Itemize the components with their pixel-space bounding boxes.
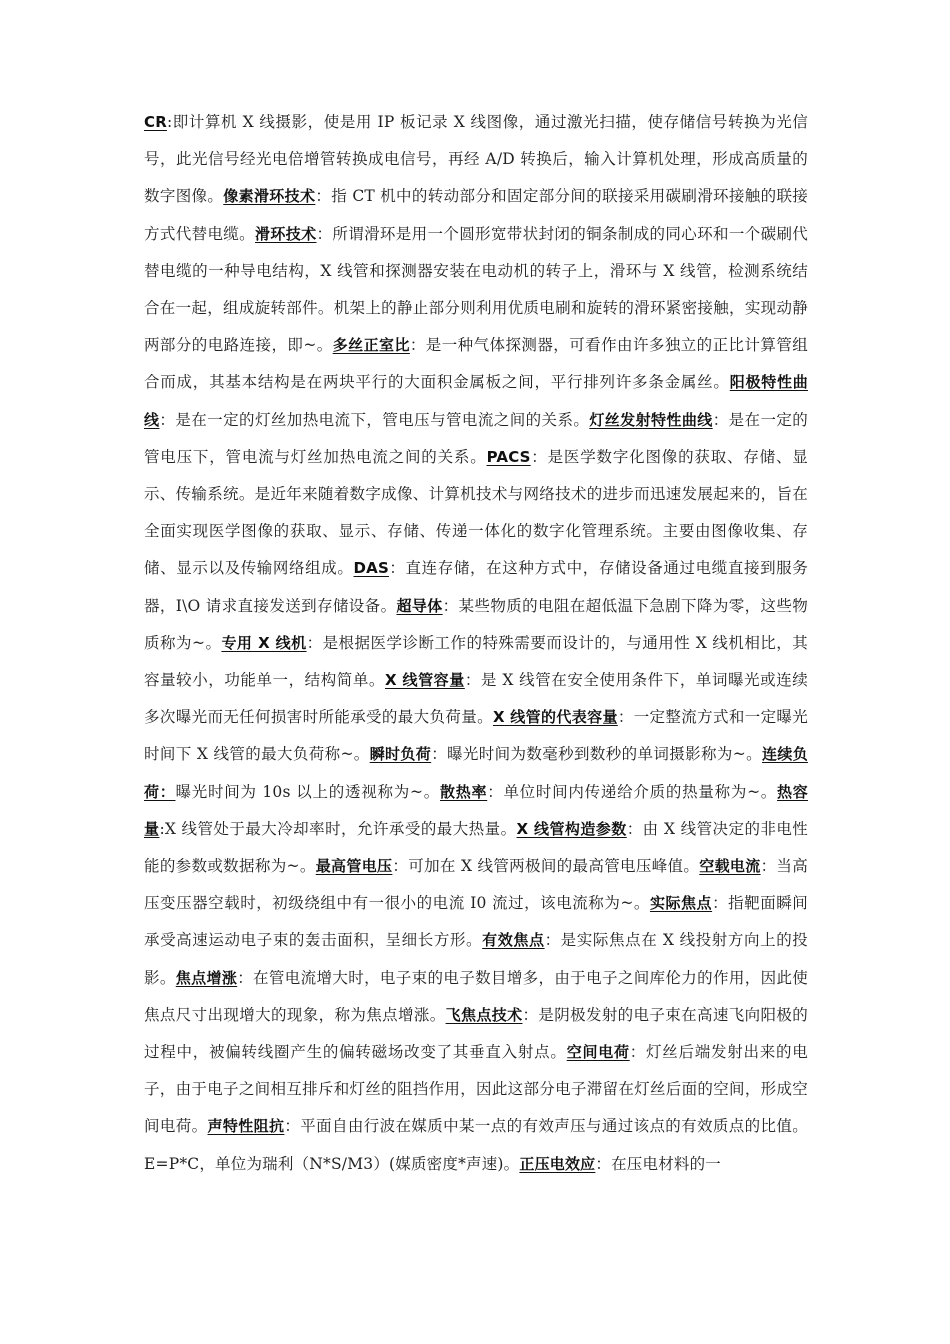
definition: ：一定整流方式和一定曝光时间下 X 线管的最大负荷称~。 bbox=[144, 708, 808, 764]
definition: ：所谓滑环是用一个圆形宽带状封闭的铜条制成的同心环和一个碳刷代替电缆的一种导电结构，X 线管和探测器安装在电动机的转子上，滑环与 X 线管，检测系统结合在一起，组成旋转部件。机架上的静止部分则利用优质电刷和旋转的滑环紧密接触，实现动静两部分的电路连接，即~。 bbox=[144, 224, 809, 355]
term-heat-dissipation: 散热率 bbox=[439, 782, 488, 801]
definition: ：当高压变压器空载时，初级绕组中有一很小的电流 I0 流过，该电流称为~。 bbox=[144, 857, 808, 913]
term-slip-ring: 滑环技术 bbox=[255, 224, 317, 243]
definition: ：是根据医学诊断工作的特殊需要而设计的，与通用性 X 线机相比，其容量较小，功能单一，结构简单。 bbox=[144, 633, 808, 690]
term-focus-blooming: 焦点增涨 bbox=[175, 968, 238, 987]
definition: ：曝光时间为数毫秒到数秒的单词摄影称为~。 bbox=[431, 745, 763, 764]
term-anode-curve: 阳极特性曲线 bbox=[144, 373, 808, 429]
glossary-text bbox=[144, 104, 808, 1183]
definition: ：指 CT 机中的转动部分和固定部分间的联接采用碳刷滑环接触的联接方式代替电缆。 bbox=[144, 187, 808, 243]
term-construction-params: X 线管构造参数 bbox=[516, 819, 627, 838]
term-pacs: PACS bbox=[486, 447, 531, 466]
definition: ：单位时间内传递给介质的热量称为~。 bbox=[487, 782, 778, 801]
term-superconductor: 超导体 bbox=[396, 596, 443, 615]
term-rated-capacity: X 线管的代表容量 bbox=[492, 708, 618, 727]
term-flying-focus: 飞焦点技术 bbox=[445, 1005, 523, 1024]
definition: ：平面自由行波在媒质中某一点的有效声压与通过该点的有效质点的比值。E=P*C，单位为瑞利（N*S/M3）(媒质密度*声速)。 bbox=[144, 1117, 808, 1173]
term-multiwire-chamber: 多丝正室比 bbox=[332, 336, 410, 355]
definition: :X 线管处于最大冷却率时，允许承受的最大热量。 bbox=[159, 819, 517, 838]
definition: ：某些物质的电阻在超低温下急剧下降为零，这些物质称为~。 bbox=[144, 596, 808, 652]
definition: ：可加在 X 线管两极间的最高管电压峰值。 bbox=[392, 857, 700, 876]
term-max-voltage: 最高管电压 bbox=[315, 857, 393, 876]
term-space-charge: 空间电荷 bbox=[566, 1043, 630, 1062]
term-cr: CR bbox=[144, 113, 167, 131]
definition: ：由 X 线管决定的非电性能的参数或数据称为~。 bbox=[144, 819, 809, 876]
term-instant-load: 瞬时负荷 bbox=[369, 745, 432, 764]
term-pixel-slip-ring: 像素滑环技术 bbox=[223, 187, 316, 206]
term-piezoelectric: 正压电效应 bbox=[519, 1154, 596, 1173]
definition: ：灯丝后端发射出来的电子，由于电子之间相互排斥和灯丝的阻挡作用，因此这部分电子滞留在灯丝后面的空间，形成空间电荷。 bbox=[144, 1043, 808, 1136]
definition: ：是一种气体探测器，可看作由许多独立的正比计算管组合而成，其基本结构是在两块平行的大面积金属板之间，平行排列许多条金属丝。 bbox=[144, 336, 808, 392]
definition: ：是 X 线管在安全使用条件下，单词曝光或连续多次曝光而无任何损害时所能承受的最大负荷量。 bbox=[144, 671, 808, 727]
definition: ：是医学数字化图像的获取、存储、显示、传输系统。是近年来随着数字成像、计算机技术与网络技术的进步而迅速发展起来的，旨在全面实现医学图像的获取、显示、存储、传递一体化的数字化管理系统。主要由图像收集、存储、显示以及传输网络组成。 bbox=[144, 447, 808, 578]
term-tube-capacity: X 线管容量 bbox=[384, 671, 465, 690]
definition: ：在管电流增大时，电子束的电子数目增多，由于电子之间库伦力的作用，因此使焦点尺寸出现增大的现象，称为焦点增涨。 bbox=[144, 968, 809, 1024]
term-das: DAS bbox=[353, 559, 389, 578]
term-filament-curve: 灯丝发射特性曲线 bbox=[589, 410, 713, 429]
definition: ：在压电材料的一 bbox=[595, 1154, 721, 1173]
definition: 曝光时间为 10s 以上的透视称为~。 bbox=[175, 782, 440, 801]
definition: ：是阴极发射的电子束在高速飞向阳极的过程中，被偏转线圈产生的偏转磁场改变了其垂直入射点。 bbox=[144, 1005, 808, 1062]
term-special-xray: 专用 X 线机 bbox=[221, 633, 307, 652]
definition: ：是在一定的灯丝加热电流下，管电压与管电流之间的关系。 bbox=[159, 410, 590, 429]
definition: ：指靶面瞬间承受高速运动电子束的轰击面积，呈细长方形。 bbox=[144, 894, 808, 950]
term-no-load-current: 空载电流 bbox=[699, 857, 761, 876]
term-effective-focus: 有效焦点 bbox=[482, 931, 545, 950]
definition: ：直连存储，在这种方式中，存储设备通过电缆直接到服务器，I\O 请求直接发送到存储设备。 bbox=[144, 559, 808, 615]
term-actual-focus: 实际焦点 bbox=[649, 894, 713, 913]
definition: ：是实际焦点在 X 线投射方向上的投影。 bbox=[144, 931, 809, 987]
term-continuous-load: 连续负荷： bbox=[144, 745, 808, 801]
term-acoustic-impedance: 声特性阻抗 bbox=[207, 1117, 285, 1136]
definition: :即计算机 X 线摄影，使是用 IP 板记录 X 线图像，通过激光扫描，使存储信号转换为光信号，此光信号经光电倍增管转换成电信号，再经 A/D 转换后，输入计算机处理，形成高质量的数字图像。 bbox=[144, 113, 808, 206]
definition: ：是在一定的管电压下，管电流与灯丝加热电流之间的关系。 bbox=[144, 410, 808, 466]
term-heat-capacity: 热容量 bbox=[144, 782, 808, 838]
